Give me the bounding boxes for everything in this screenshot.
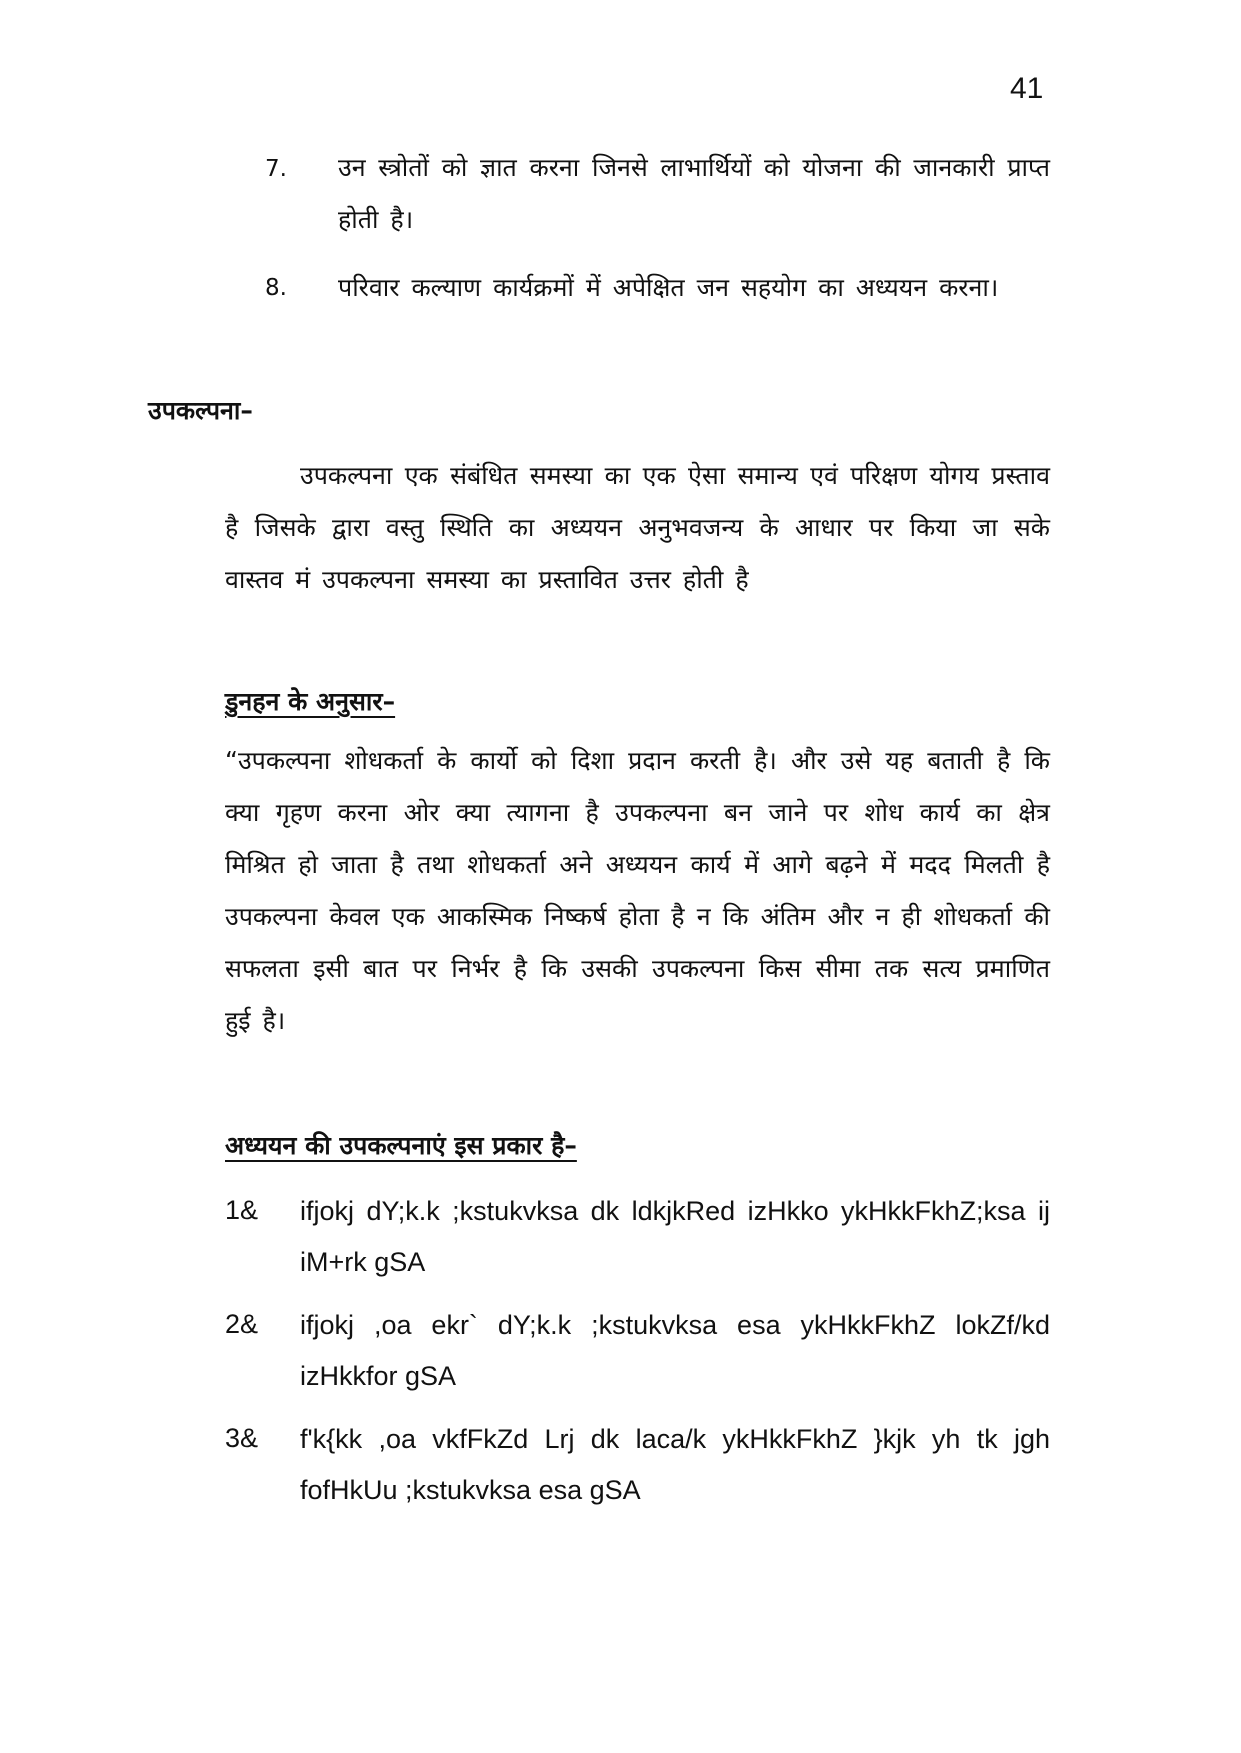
list-item-number: 2& xyxy=(225,1309,259,1339)
list-item-number: 3& xyxy=(225,1423,259,1453)
subsection-heading: अध्ययन की उपकल्पनाएं इस प्रकार है– xyxy=(225,1131,577,1160)
list-item-text: उन स्त्रोतों को ज्ञात करना जिनसे लाभार्थियों को योजना की जानकारी प्राप्त होती है। xyxy=(338,153,1050,234)
list-item-number: 1& xyxy=(225,1195,259,1225)
section-heading: उपकल्पना– xyxy=(148,396,253,425)
list-item-number: 7. xyxy=(265,156,287,182)
list-item-text: f'k{kk ,oa vkfFkZd Lrj dk laca/k ykHkkFkhZ }kjk yh tk jgh fofHkUu ;kstukvksa esa gSA xyxy=(300,1424,1050,1505)
list-item-number: 8. xyxy=(265,275,287,301)
list-item-text: ifjokj dY;k.k ;kstukvksa dk ldkjkRed izHkko ykHkkFkhZ;ksa ij iM+rk gSA xyxy=(300,1196,1050,1277)
list-item-text: परिवार कल्याण कार्यक्रमों में अपेक्षित जन सहयोग का अध्ययन करना। xyxy=(338,273,999,302)
body-paragraph: उपकल्पना एक संबंधित समस्या का एक ऐसा समान्य एवं परिक्षण योगय प्रस्ताव है जिसके द्वारा वस्तु स्थिति का अध्ययन अनुभवजन्य के आधार पर किया जा सके वास्तव मं उपकल्पना समस्या का प्रस्तावित उत्तर होती है xyxy=(225,461,1050,594)
subsection-heading: डुनहन के अनुसार– xyxy=(225,687,396,716)
page-number: 41 xyxy=(1010,72,1044,105)
list-item-text: ifjokj ,oa ekr` dY;k.k ;kstukvksa esa ykHkkFkhZ lokZf/kd izHkkfor gSA xyxy=(300,1310,1050,1391)
quote-paragraph: “उपकल्पना शोधकर्ता के कार्यो को दिशा प्रदान करती है। और उसे यह बताती है कि क्या गृहण करना ओर क्या त्यागना है उपकल्पना बन जाने पर शोध कार्य का क्षेत्र मिश्रित हो जाता है तथा शोधकर्ता अने अध्ययन कार्य में आगे बढ़ने में मदद मिलती है उपकल्पना केवल एक आकस्मिक निष्कर्ष होता है न कि अंतिम और न ही शोधकर्ता की सफलता इसी बात पर निर्भर है कि उसकी उपकल्पना किस सीमा तक सत्य प्रमाणित हुई है। xyxy=(225,746,1050,1035)
